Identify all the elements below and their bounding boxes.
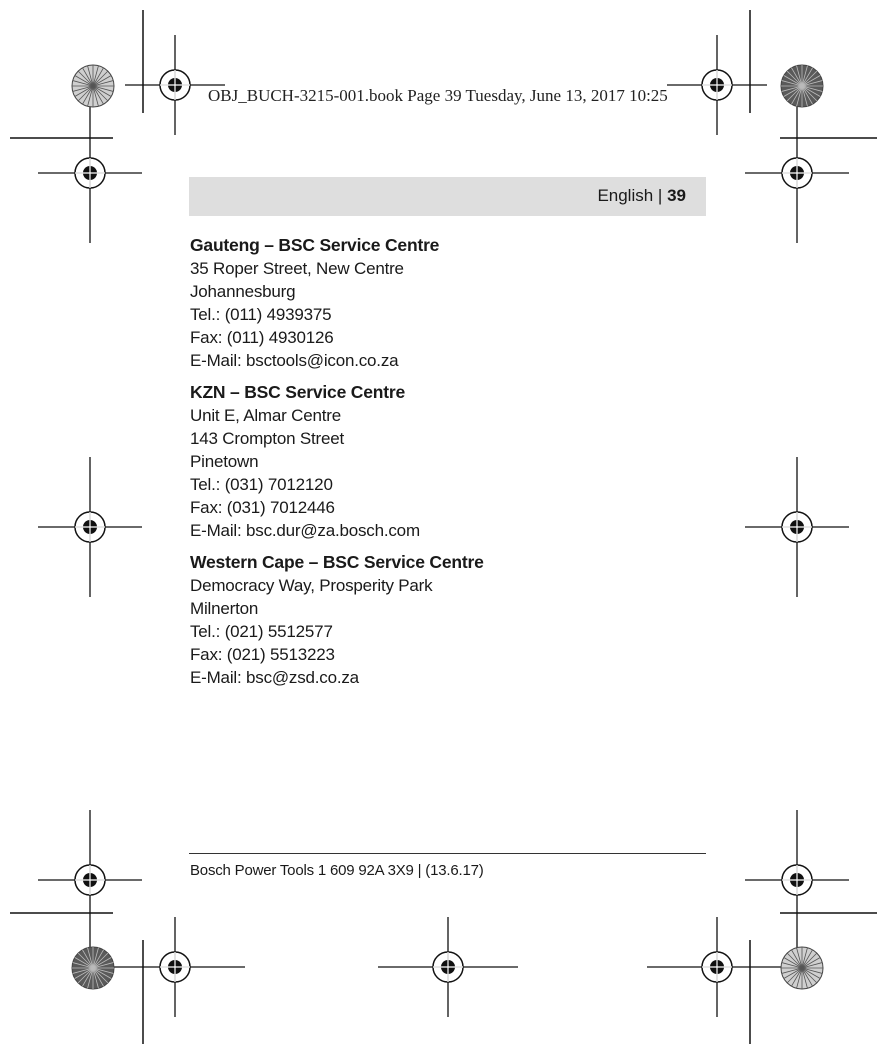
city-line: Milnerton: [190, 599, 259, 618]
service-centre-western-cape: [190, 551, 710, 689]
city-line: Pinetown: [190, 452, 259, 471]
fax-line: Fax: (031) 7012446: [190, 498, 335, 517]
service-centre-kzn: [190, 381, 710, 542]
crosshair-registration-icon: [667, 35, 767, 135]
color-wheel-icon: [781, 947, 823, 989]
address-line: 143 Crompton Street: [190, 429, 345, 448]
crosshair-registration-icon: [378, 917, 518, 1017]
crosshair-registration-icon: [125, 35, 225, 135]
phone-line: Tel.: (011) 4939375: [190, 305, 332, 324]
crosshair-registration-icon: [38, 103, 142, 243]
footer-rule: [189, 853, 706, 854]
header-page-number: 39: [667, 186, 686, 205]
city-line: Johannesburg: [190, 282, 296, 301]
color-wheel-icon: [72, 65, 114, 107]
crosshair-registration-icon: [38, 810, 142, 950]
email-line: E-Mail: bsc.dur@za.bosch.com: [190, 521, 420, 540]
address-line: Democracy Way, Prosperity Park: [190, 576, 433, 595]
page-header: [597, 186, 686, 206]
header-language: English: [597, 186, 654, 205]
color-wheel-icon: [72, 947, 114, 989]
phone-line: Tel.: (031) 7012120: [190, 475, 333, 494]
crosshair-registration-icon: [647, 917, 787, 1017]
crosshair-registration-icon: [745, 457, 849, 597]
phone-line: Tel.: (021) 5512577: [190, 622, 333, 641]
service-centre-gauteng: [190, 234, 710, 372]
service-centre-title: Gauteng – BSC Service Centre: [190, 235, 440, 255]
color-wheel-icon: [781, 65, 823, 107]
crosshair-registration-icon: [38, 457, 142, 597]
service-centre-title: KZN – BSC Service Centre: [190, 382, 406, 402]
page-footer: Bosch Power Tools 1 609 92A 3X9 | (13.6.17): [190, 862, 484, 879]
service-centre-list: [190, 234, 710, 698]
fax-line: Fax: (021) 5513223: [190, 645, 335, 664]
header-separator: |: [653, 186, 668, 205]
address-line: 35 Roper Street, New Centre: [190, 259, 404, 278]
email-line: E-Mail: bsctools@icon.co.za: [190, 351, 399, 370]
crosshair-registration-icon: [745, 103, 849, 243]
fax-line: Fax: (011) 4930126: [190, 328, 334, 347]
crosshair-registration-icon: [745, 810, 849, 950]
address-line: Unit E, Almar Centre: [190, 406, 341, 425]
email-line: E-Mail: bsc@zsd.co.za: [190, 668, 359, 687]
crosshair-registration-icon: [105, 917, 245, 1017]
book-slug-line: OBJ_BUCH-3215-001.book Page 39 Tuesday, June 13, 2017 10:25: [208, 86, 668, 105]
page-header-bar: [189, 177, 706, 216]
service-centre-title: Western Cape – BSC Service Centre: [190, 552, 484, 572]
